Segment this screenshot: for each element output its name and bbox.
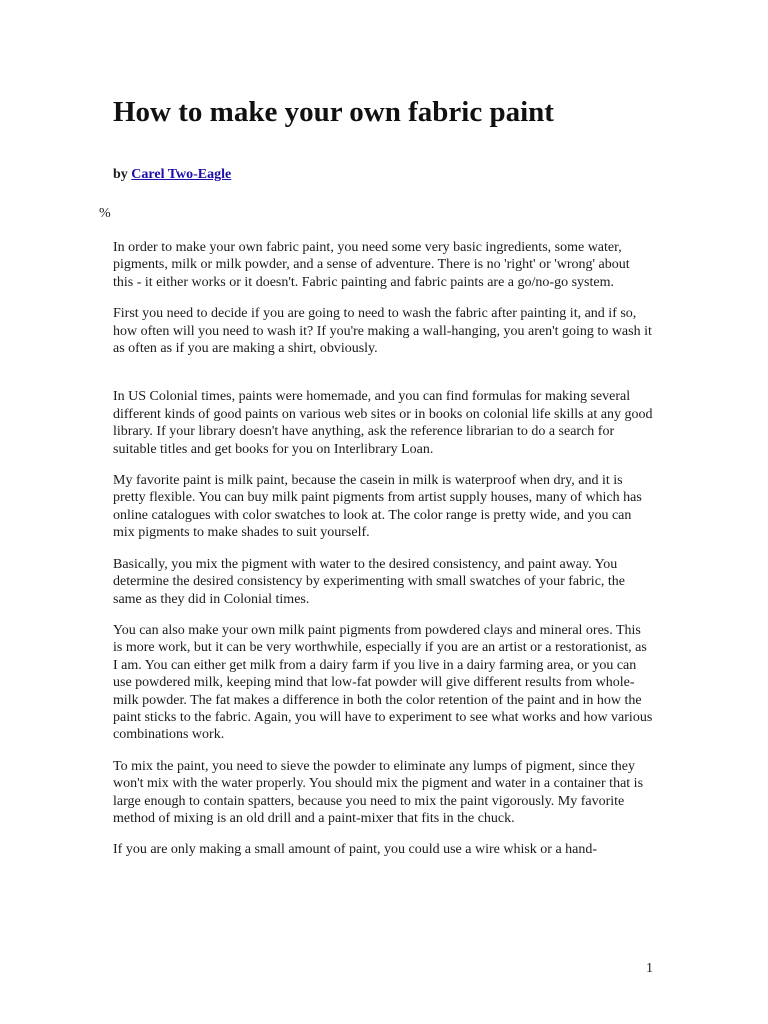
byline bbox=[113, 166, 231, 184]
paragraph: Basically, you mix the pigment with water to the desired consistency, and paint away. You determine the desired consistency by experimenting with small swatches of your fabric, the same as they did in Colonial times. bbox=[113, 556, 626, 607]
paragraph: In US Colonial times, paints were homemade, and you can find formulas for making several different kinds of good paints on various web sites or in books on colonial life skills at any good library. If your library doesn't have anything, ask the reference librarian to do a search for suitable titles and get books for you on Interlibrary Loan. bbox=[113, 389, 653, 457]
paragraph: First you need to decide if you are going to need to wash the fabric after painting it, and if so, how often will you need to wash it? If you're making a wall-hanging, you aren't going to wash it as often as if you are making a shirt, obviously. bbox=[113, 306, 652, 357]
paragraph: If you are only making a small amount of paint, you could use a wire whisk or a hand- bbox=[113, 842, 598, 858]
paragraph: You can also make your own milk paint pigments from powdered clays and mineral ores. This is more work, but it can be very worthwhile, especially if you are an artist or a restorationist, as I am. You can either get milk from a dairy farm if you live in a dairy farming area, or you can use powdered milk, keeping mind that low-fat powder will give different results from whole-milk powder. The fat makes a difference in both the color retention of the paint and in how the paint sticks to the fabric. Again, you will have to experiment to see what works and how various combinations work. bbox=[113, 622, 653, 743]
author-link[interactable]: Carel Two-Eagle bbox=[131, 167, 232, 182]
paragraph: My favorite paint is milk paint, because the casein in milk is waterproof when dry, and it is pretty flexible. You can buy milk paint pigments from artist supply houses, many of which has online catalogues with color swatches to look at. The color range is pretty wide, and you can mix pigments to make shades to suit yourself. bbox=[113, 473, 642, 541]
page-number: 1 bbox=[646, 961, 653, 976]
paragraph: In order to make your own fabric paint, you need some very basic ingredients, some water, pigments, milk or milk powder, and a sense of adventure. There is no 'right' or 'wrong' about this - it either works or it doesn't. Fabric painting and fabric paints are a go/no-go system. bbox=[113, 240, 630, 290]
page-title: How to make your own fabric paint bbox=[113, 96, 554, 128]
paragraph: To mix the paint, you need to sieve the powder to eliminate any lumps of pigment, since they won't mix with the water properly. You should mix the pigment and water in a container that is large enough to contain spatters, because you need to mix the paint vigorously. My favorite method of mixing is an old drill and a paint-mixer that fits in the chuck. bbox=[113, 758, 644, 826]
article-body bbox=[113, 239, 653, 873]
stray-marker: % bbox=[99, 206, 111, 221]
byline-prefix: by bbox=[113, 167, 128, 182]
